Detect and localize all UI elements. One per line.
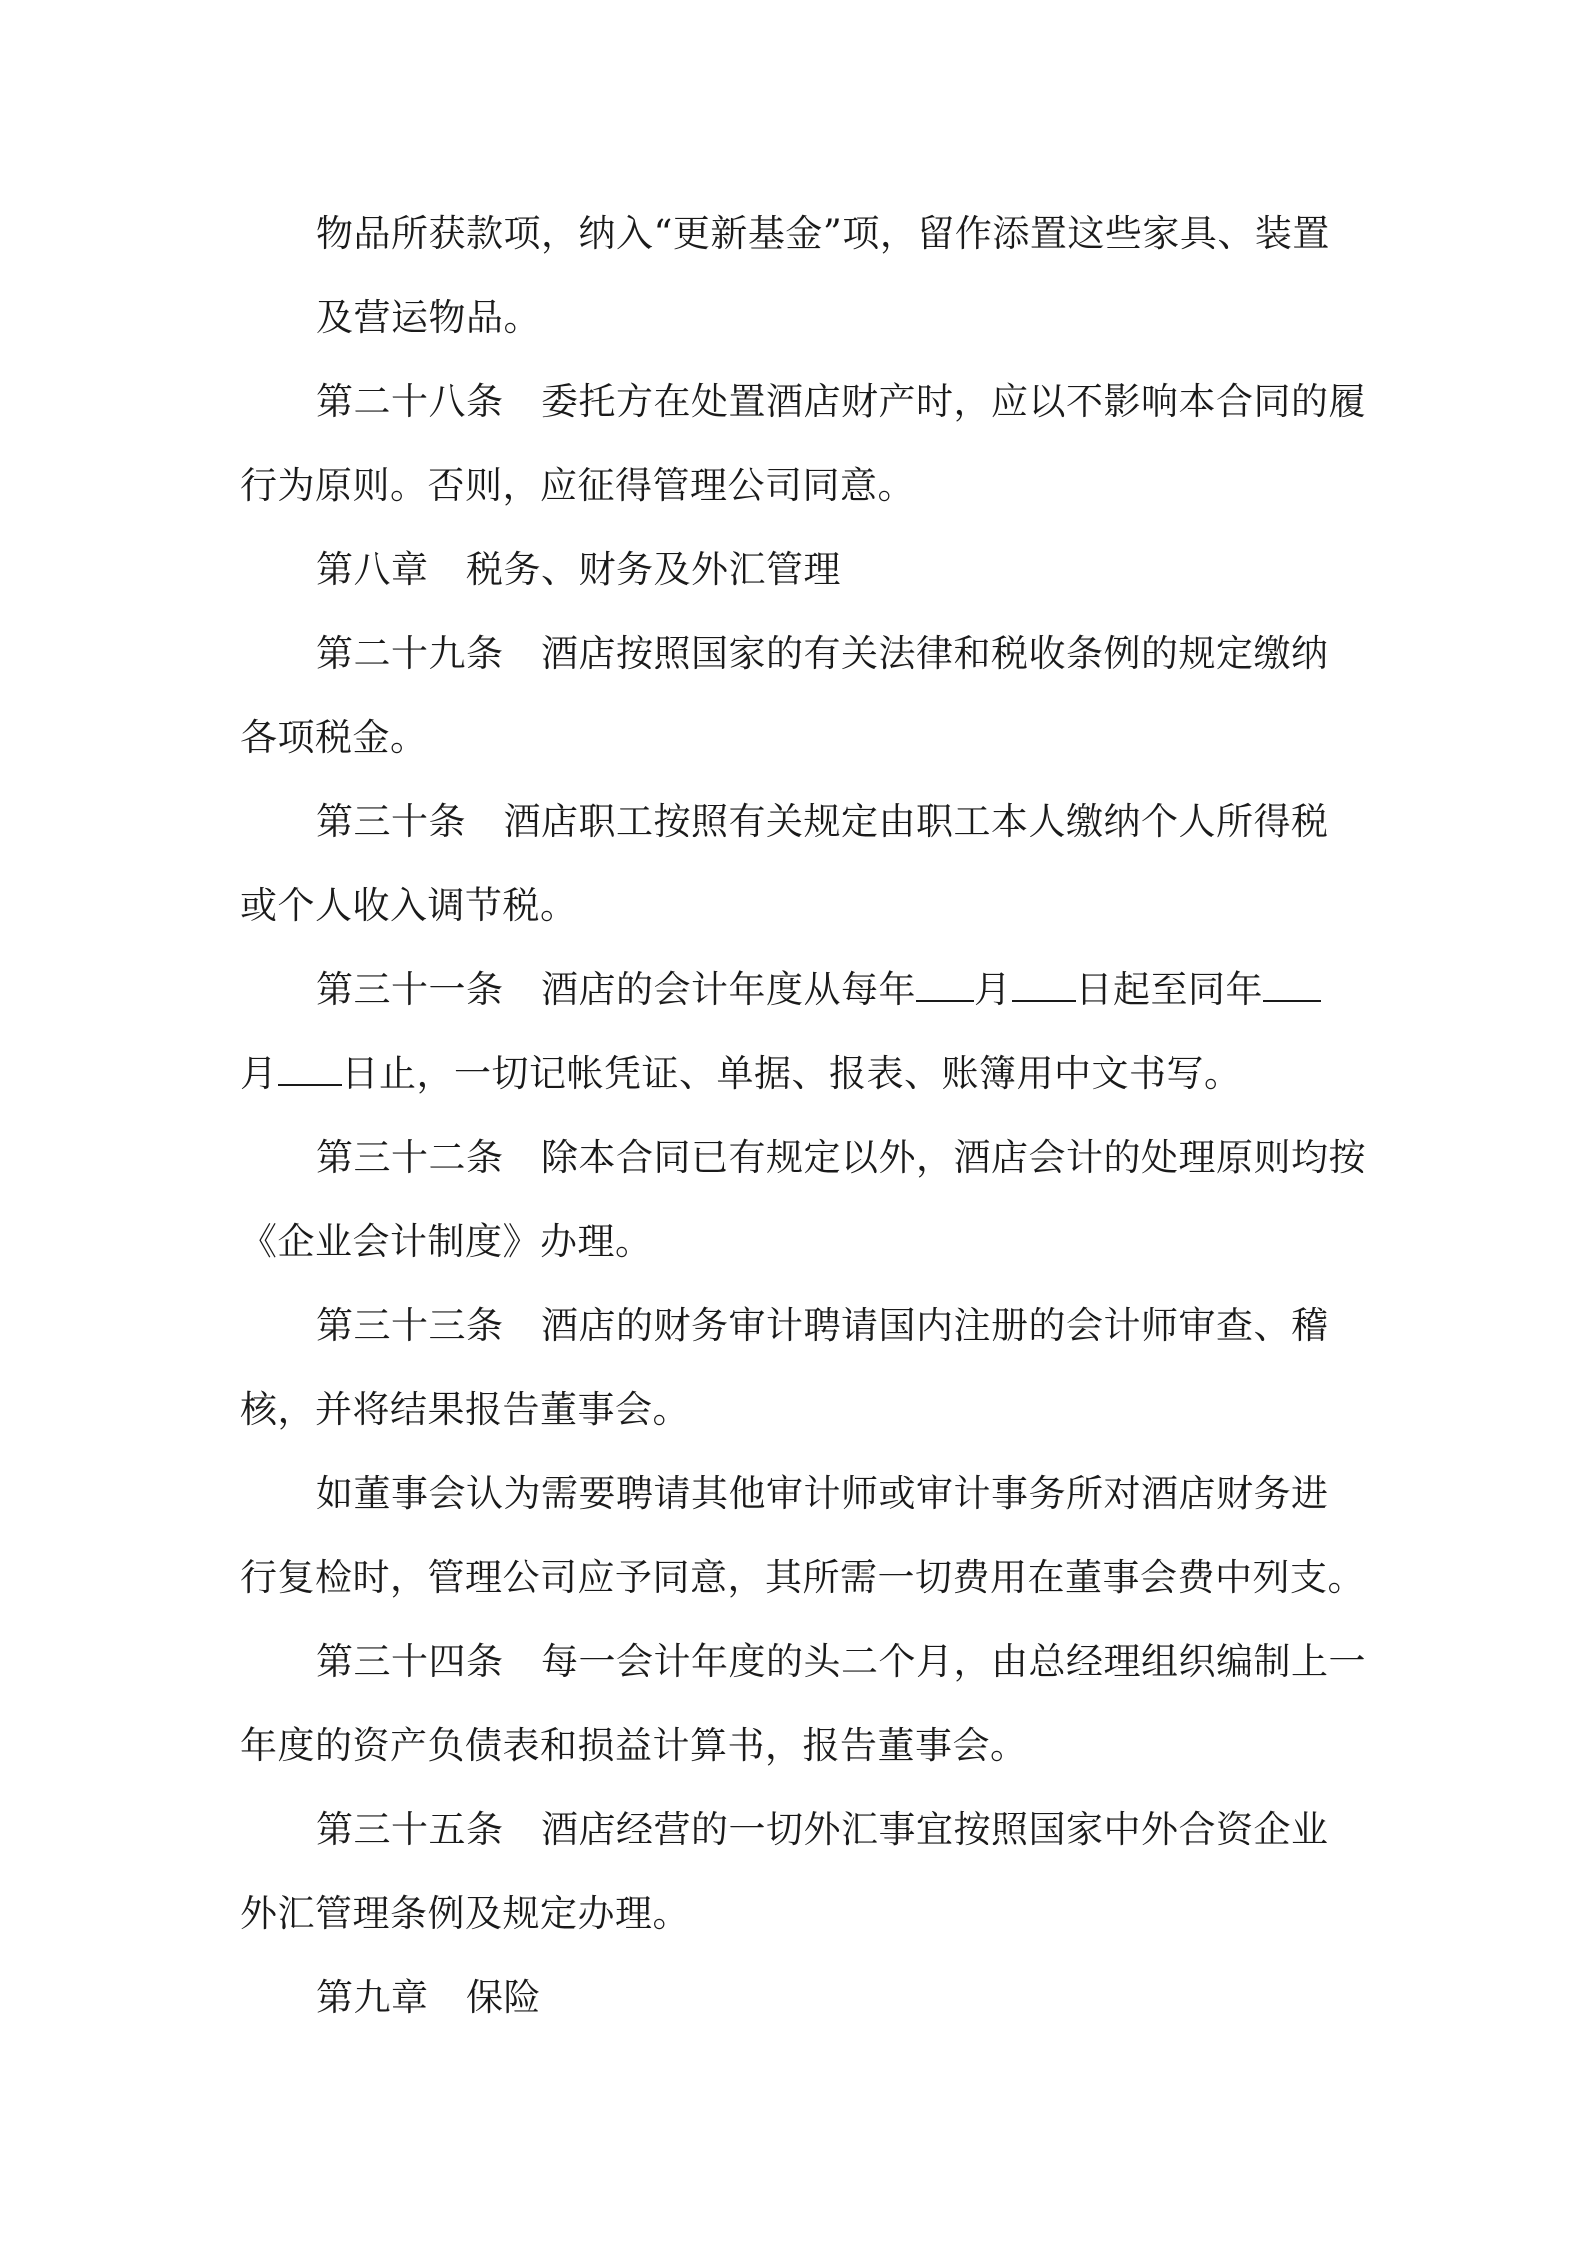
article-31-text-a: 第三十一条 酒店的会计年度从每年: [316, 968, 916, 1011]
article-31-text-d: 月: [240, 1052, 278, 1095]
article-32-line: 第三十二条 除本合同已有规定以外，酒店会计的处理原则均按: [316, 1136, 1366, 1179]
chapter-9-heading: 第九章 保险: [316, 1976, 541, 2019]
article-29-line: 第二十九条 酒店按照国家的有关法律和税收条例的规定缴纳: [316, 632, 1329, 675]
article-31-text-b: 月: [974, 968, 1012, 1011]
paragraph-line: 及营运物品。: [316, 296, 541, 339]
paragraph-line: 年度的资产负债表和损益计算书，报告董事会。: [240, 1724, 1028, 1767]
paragraph-line: 物品所获款项，纳入“更新基金”项，留作添置这些家具、装置: [316, 212, 1330, 255]
end-month-blank: [1263, 970, 1321, 1002]
paragraph-line: 《企业会计制度》办理。: [240, 1220, 653, 1263]
paragraph-line: 行为原则。否则，应征得管理公司同意。: [240, 464, 915, 507]
paragraph-line: 如董事会认为需要聘请其他审计师或审计事务所对酒店财务进: [316, 1472, 1329, 1515]
month-blank: [916, 970, 974, 1002]
paragraph-line: 核，并将结果报告董事会。: [240, 1388, 690, 1431]
paragraph-line: 或个人收入调节税。: [240, 884, 578, 927]
day-blank: [1012, 970, 1076, 1002]
article-31-text-e: 日止，一切记帐凭证、单据、报表、账簿用中文书写。: [341, 1052, 1242, 1095]
chapter-8-heading: 第八章 税务、财务及外汇管理: [316, 548, 841, 591]
article-30-line: 第三十条 酒店职工按照有关规定由职工本人缴纳个人所得税: [316, 800, 1329, 843]
article-34-line: 第三十四条 每一会计年度的头二个月，由总经理组织编制上一: [316, 1640, 1366, 1683]
paragraph-line: 各项税金。: [240, 716, 428, 759]
end-day-blank: [278, 1054, 342, 1086]
paragraph-line: 行复检时，管理公司应予同意，其所需一切费用在董事会费中列支。: [240, 1556, 1365, 1599]
article-31-line-2: [240, 1032, 1356, 1116]
article-33-line: 第三十三条 酒店的财务审计聘请国内注册的会计师审查、稽: [316, 1304, 1329, 1347]
article-31-line: [240, 948, 1356, 1032]
article-35-line: 第三十五条 酒店经营的一切外汇事宜按照国家中外合资企业: [316, 1808, 1329, 1851]
paragraph-line: 外汇管理条例及规定办理。: [240, 1892, 690, 1935]
article-28-line: 第二十八条 委托方在处置酒店财产时，应以不影响本合同的履: [316, 380, 1366, 423]
article-31-text-c: 日起至同年: [1075, 968, 1263, 1011]
document-body: [240, 192, 1366, 2040]
